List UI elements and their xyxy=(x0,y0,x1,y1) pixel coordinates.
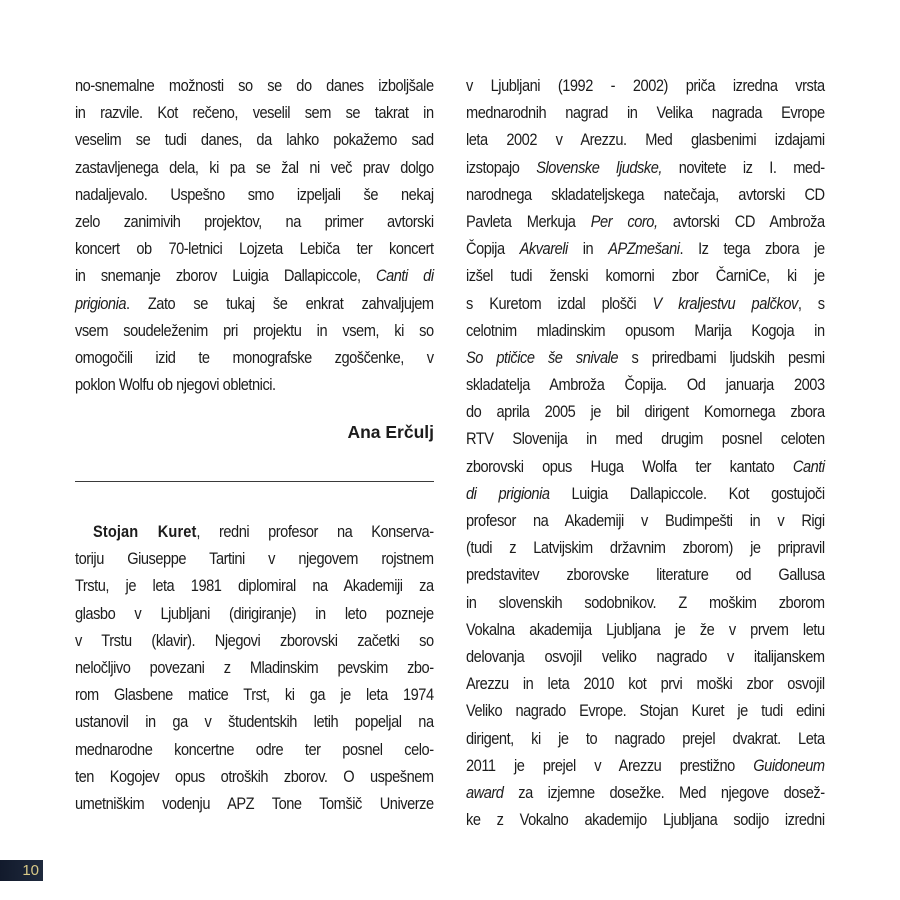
text-line xyxy=(466,616,825,643)
text-run: zelo zanimivih projektov, na primer avtorski xyxy=(75,211,434,231)
italic-title: award xyxy=(466,782,504,802)
text-line xyxy=(466,779,825,806)
text-run: avtorski CD Ambroža xyxy=(657,211,825,231)
text-run: nadaljevalo. Uspešno smo izpeljali še nekaj xyxy=(75,184,434,204)
text-line xyxy=(75,208,434,235)
text-run: dirigent, ki je to nagrado prejel dvakrat. Leta xyxy=(466,728,825,748)
text-line xyxy=(466,208,825,235)
text-run: novitete iz I. med- xyxy=(661,157,825,177)
italic-title: APZmešani xyxy=(608,239,680,259)
text-line xyxy=(75,708,434,735)
text-line xyxy=(466,371,825,398)
italic-title: Slovenske ljudske, xyxy=(536,157,662,177)
text-run: omogočili izid te monografske zgoščenke, v xyxy=(75,347,434,367)
italic-title: V kraljestvu palčkov xyxy=(652,293,798,313)
author-signature: Ana Erčulj xyxy=(347,422,434,442)
text-line xyxy=(75,154,434,181)
text-line xyxy=(75,654,434,681)
text-run: ke z Vokalno akademijo Ljubljana sodijo izredni xyxy=(466,810,825,830)
text-line xyxy=(75,371,434,398)
italic-title: Canti xyxy=(792,456,825,476)
text-line xyxy=(466,398,825,425)
section-divider xyxy=(75,481,434,482)
text-line xyxy=(75,572,434,599)
text-run: . Iz tega zbora je xyxy=(679,239,825,259)
text-run: koncert ob 70-letnici Lojzeta Lebiča ter koncert xyxy=(75,239,434,259)
text-run: neločljivo povezani z Mladinskim pevskim zbo- xyxy=(75,657,434,677)
text-run: ten Kogojev opus otroških zborov. O uspešnem xyxy=(75,766,434,786)
text-run: in xyxy=(567,239,609,259)
text-line xyxy=(75,681,434,708)
text-line xyxy=(75,344,434,371)
text-run: Arezzu in leta 2010 kot prvi moški zbor osvojil xyxy=(466,674,825,694)
text-run: Trstu, je leta 1981 diplomiral na Akademiji za xyxy=(75,576,434,596)
text-run: za izjemne dosežke. Med njegove dosež- xyxy=(503,782,825,802)
text-run: zborovski opus Huga Wolfa ter kantato xyxy=(466,456,793,476)
text-line xyxy=(75,600,434,627)
text-run: Pavleta Merkuja xyxy=(466,211,591,231)
text-run: profesor na Akademiji v Budimpešti in v Rigi xyxy=(466,511,825,530)
left-column-bio-paragraph xyxy=(75,518,434,817)
text-run: in snemanje zborov Luigia Dallapiccole, xyxy=(75,266,377,286)
text-line xyxy=(466,752,825,779)
text-line xyxy=(466,670,825,697)
left-column-top-paragraph xyxy=(75,72,434,398)
text-run: v Ljubljani (1992 - 2002) priča izredna vrsta xyxy=(466,76,825,95)
text-run: no-snemalne možnosti so se do danes izboljšale xyxy=(75,76,434,95)
text-run: predstavitev zborovske literature od Gallusa xyxy=(466,565,825,585)
text-line xyxy=(466,154,825,181)
text-line xyxy=(75,126,434,153)
text-run: , s xyxy=(797,293,825,313)
text-line xyxy=(75,790,434,817)
text-run: mednarodne koncertne odre ter posnel celo- xyxy=(75,739,434,759)
text-line xyxy=(75,290,434,317)
text-run: glasbo v Ljubljani (dirigiranje) in leto pozneje xyxy=(75,603,434,623)
text-line xyxy=(466,697,825,724)
text-line xyxy=(466,534,825,561)
text-run: narodnega skladateljskega natečaja, avtorski CD xyxy=(466,184,825,204)
text-run: ustanovil in ga v študentskih letih popeljal na xyxy=(75,712,434,732)
bold-name: Stojan Kuret xyxy=(93,522,197,541)
text-run: zastavljenega dela, ki pa se žal ni več prav dolgo xyxy=(75,157,434,177)
text-run: celotnim mladinskim opusom Marija Kogoja in xyxy=(466,320,825,340)
text-run: in slovenskih sodobnikov. Z moškim zborom xyxy=(466,592,825,612)
text-line xyxy=(466,235,825,262)
text-line xyxy=(466,181,825,208)
text-line xyxy=(75,235,434,262)
text-run: poklon Wolfu ob njegovi obletnici. xyxy=(75,375,276,395)
text-run: (tudi z Latvijskim državnim zborom) je pripravil xyxy=(466,538,825,558)
text-run: 2011 je prejel v Arezzu prestižno xyxy=(466,755,754,775)
italic-title: di prigionia xyxy=(466,483,550,503)
text-line xyxy=(466,561,825,588)
text-line xyxy=(466,72,825,99)
text-line xyxy=(466,643,825,670)
text-run: skladatelja Ambroža Čopija. Od januarja 2003 xyxy=(466,375,825,395)
text-run: s priredbami ljudskih pesmi xyxy=(618,347,825,367)
text-run: Vokalna akademija Ljubljana je že v prvem letu xyxy=(466,619,825,639)
text-line xyxy=(75,317,434,344)
text-line xyxy=(75,545,434,572)
text-run: do aprila 2005 je bil dirigent Komornega zbora xyxy=(466,402,825,422)
text-run: Veliko nagrado Evrope. Stojan Kuret je tudi edini xyxy=(466,701,825,721)
text-run: Čopija xyxy=(466,239,520,259)
text-run: toriju Giuseppe Tartini v njegovem rojstnem xyxy=(75,549,434,569)
italic-title: Canti di xyxy=(376,266,434,286)
text-line xyxy=(75,262,434,289)
italic-title: Per coro, xyxy=(590,211,658,231)
italic-title: Akvareli xyxy=(519,239,568,259)
text-line xyxy=(466,262,825,289)
text-run: izstopajo xyxy=(466,157,537,177)
text-line xyxy=(466,317,825,344)
text-line xyxy=(466,507,825,534)
text-line xyxy=(75,99,434,126)
right-column-text xyxy=(466,72,825,833)
text-run: in razvile. Kot rečeno, veselil sem se takrat in xyxy=(75,103,434,123)
text-run: Luigia Dallapiccole. Kot gostujoči xyxy=(549,483,825,503)
text-line xyxy=(75,518,434,545)
text-run: mednarodnih nagrad in Velika nagrada Evrope xyxy=(466,103,825,123)
text-run: , redni profesor na Konserva- xyxy=(196,522,434,541)
text-run: leta 2002 v Arezzu. Med glasbenimi izdajami xyxy=(466,130,825,150)
text-line xyxy=(75,736,434,763)
text-run: rom Glasbene matice Trst, ki ga je leta 1974 xyxy=(75,685,434,705)
text-run: vsem soudeleženim pri projektu in vsem, ki so xyxy=(75,320,434,340)
text-run: umetniškim vodenju APZ Tone Tomšič Univerze xyxy=(75,793,434,813)
text-run: RTV Slovenija in med drugim posnel celoten xyxy=(466,429,825,449)
text-line xyxy=(466,589,825,616)
italic-title: Guidoneum xyxy=(753,755,825,775)
text-line xyxy=(75,181,434,208)
text-run: . Zato se tukaj še enkrat zahvaljujem xyxy=(126,293,434,313)
text-line xyxy=(75,72,434,99)
text-line xyxy=(466,290,825,317)
text-line xyxy=(466,344,825,371)
text-run: veselim se tudi danes, da lahko pokažemo sad xyxy=(75,130,434,150)
text-line xyxy=(466,806,825,833)
text-line xyxy=(466,480,825,507)
text-line xyxy=(466,425,825,452)
text-line xyxy=(75,627,434,654)
text-run: s Kuretom izdal plošči xyxy=(466,293,653,313)
text-line xyxy=(75,763,434,790)
text-run: izšel tudi ženski komorni zbor ČarniCe, ki je xyxy=(466,266,825,286)
text-line xyxy=(466,99,825,126)
text-run: delovanja osvojil veliko nagrado v italijanskem xyxy=(466,646,825,666)
text-line xyxy=(466,453,825,480)
italic-title: So ptičice še snivale xyxy=(466,347,619,367)
text-line xyxy=(466,725,825,752)
italic-title: prigionia xyxy=(75,293,127,313)
text-line xyxy=(466,126,825,153)
page-number: 10 xyxy=(0,860,43,881)
text-run: v Trstu (klavir). Njegovi zborovski začetki so xyxy=(75,630,434,650)
